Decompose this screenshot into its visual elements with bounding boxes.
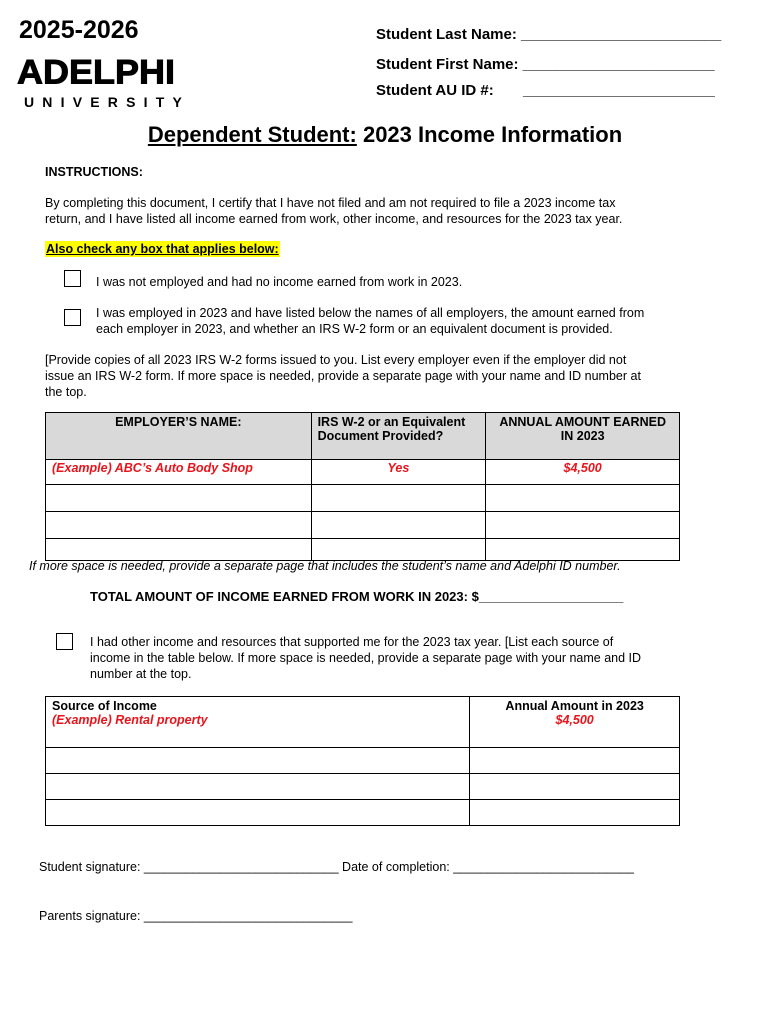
university-logo: ADELPHI (17, 52, 176, 91)
annual-amount-header: ANNUAL AMOUNT EARNED IN 2023 (486, 413, 680, 460)
example-income-source: (Example) Rental property (52, 713, 208, 727)
employer-name-cell[interactable] (46, 485, 312, 512)
w2-note-line-3: the top. (45, 385, 87, 399)
source-of-income-header: Source of Income (52, 699, 157, 713)
table-row[interactable] (46, 800, 680, 826)
table-row[interactable] (46, 748, 680, 774)
page-title (0, 122, 770, 148)
certification-line-2: return, and I have listed all income earned from work, other income, and resources for the 2023 tax year. (45, 212, 623, 226)
other-income-label-line-2: income in the table below. If more space is needed, provide a separate page with your name and ID (90, 651, 642, 665)
table-row[interactable] (46, 485, 680, 512)
income-source-table (45, 696, 680, 826)
table-row[interactable] (46, 774, 680, 800)
other-income-label-line-3: number at the top. (90, 667, 192, 681)
table-row[interactable] (46, 512, 680, 539)
student-signature-line[interactable]: Student signature: ____________________________ Date of completion: __________________________ (39, 860, 634, 874)
student-id-field[interactable]: _______________________ (523, 82, 715, 99)
w2-provided-cell[interactable] (311, 485, 486, 512)
income-source-cell[interactable] (46, 800, 470, 826)
check-box-instruction: Also check any box that applies below: (46, 242, 279, 256)
annual-amount-2023-header: Annual Amount in 2023 (505, 699, 644, 713)
income-amount-cell[interactable] (470, 800, 680, 826)
income-amount-cell[interactable] (470, 748, 680, 774)
student-first-name-field[interactable]: Student First Name: _______________________ (376, 56, 715, 73)
example-employer-name: (Example) ABC’s Auto Body Shop (46, 460, 312, 485)
income-amount-cell[interactable] (470, 774, 680, 800)
table-row (46, 697, 680, 748)
w2-note-line-1: [Provide copies of all 2023 IRS W-2 forms issued to you. List every employer even if the employer did not (45, 353, 627, 367)
more-space-note: If more space is needed, provide a separate page that includes the student’s name and Adelphi ID number. (29, 559, 621, 573)
school-year: 2025-2026 (19, 16, 139, 44)
example-annual-amount: $4,500 (486, 460, 680, 485)
example-income-amount: $4,500 (555, 713, 594, 727)
example-source-cell (46, 697, 470, 748)
student-id-label: Student AU ID #: (376, 82, 494, 99)
parents-signature-line[interactable]: Parents signature: ______________________________ (39, 909, 353, 923)
example-amount-cell (470, 697, 680, 748)
title-rest: 2023 Income Information (356, 122, 623, 147)
other-income-label-line-1: I had other income and resources that supported me for the 2023 tax year. [List each source of (90, 635, 614, 649)
total-income-line[interactable]: TOTAL AMOUNT OF INCOME EARNED FROM WORK IN 2023: $____________________ (90, 589, 624, 604)
annual-amount-cell[interactable] (486, 512, 680, 539)
other-income-checkbox[interactable] (56, 633, 73, 650)
employer-table (45, 412, 680, 561)
employer-name-header: EMPLOYER’S NAME: (46, 413, 312, 460)
student-last-name-field[interactable]: Student Last Name: ________________________ (376, 26, 722, 43)
employed-label-line-2: each employer in 2023, and whether an IRS W-2 form or an equivalent document is provided. (96, 322, 613, 336)
annual-amount-cell[interactable] (486, 485, 680, 512)
not-employed-checkbox[interactable] (64, 270, 81, 287)
instructions-heading: INSTRUCTIONS: (45, 165, 143, 179)
employer-table-header (46, 413, 680, 460)
example-w2-provided: Yes (311, 460, 486, 485)
table-row (46, 460, 680, 485)
w2-note-line-2: issue an IRS W-2 form. If more space is needed, provide a separate page with your name and ID number at (45, 369, 641, 383)
employed-label-line-1: I was employed in 2023 and have listed below the names of all employers, the amount earned from (96, 306, 645, 320)
income-source-cell[interactable] (46, 774, 470, 800)
employed-checkbox[interactable] (64, 309, 81, 326)
w2-provided-cell[interactable] (311, 512, 486, 539)
certification-line-1: By completing this document, I certify that I have not filed and am not required to file a 2023 income tax (45, 196, 616, 210)
income-source-cell[interactable] (46, 748, 470, 774)
university-logo-subtitle: UNIVERSITY (24, 94, 191, 110)
employer-name-cell[interactable] (46, 512, 312, 539)
title-underlined-part: Dependent Student: (147, 122, 357, 147)
not-employed-label: I was not employed and had no income earned from work in 2023. (96, 275, 463, 289)
w2-provided-header: IRS W-2 or an Equivalent Document Provided? (311, 413, 486, 460)
